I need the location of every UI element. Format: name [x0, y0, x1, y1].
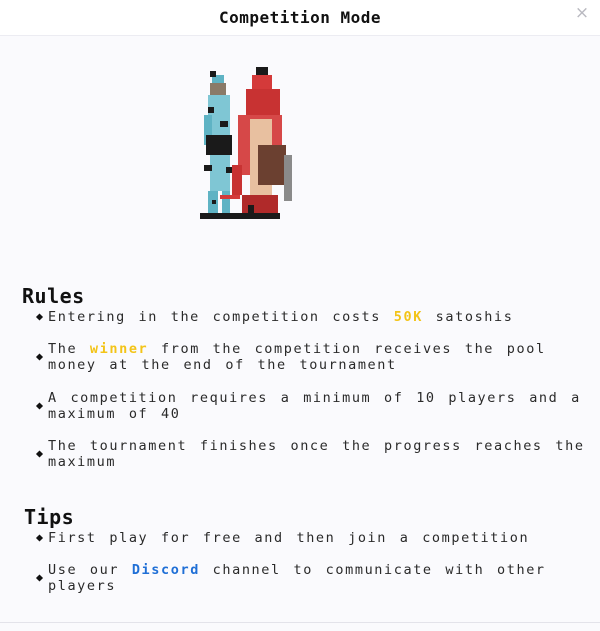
rule-text: A competition requires a minimum of 10 players and a maximum of 40	[48, 390, 581, 422]
tips-list	[36, 530, 592, 594]
modal-title: Competition Mode	[218, 8, 382, 27]
blue-character	[204, 71, 232, 213]
rules-list	[36, 309, 592, 470]
rule-text: from the competition receives the pool money at the end of the tournament	[48, 341, 546, 373]
rule-text: The	[48, 341, 90, 357]
rule-text: The tournament finishes once the progress reaches the maximum	[48, 438, 585, 470]
tip-text: channel to communicate with other players	[48, 562, 546, 594]
tips-heading: Tips	[24, 505, 75, 529]
rule-item	[36, 438, 592, 470]
ground-shadow	[200, 213, 280, 219]
divider	[0, 622, 600, 623]
diamond-bullet-icon	[36, 313, 43, 320]
cost-highlight: 50K	[393, 309, 423, 325]
diamond-bullet-icon	[36, 450, 43, 457]
tip-item	[36, 562, 592, 594]
close-icon[interactable]: ×	[574, 3, 590, 23]
tip-item	[36, 530, 592, 546]
rule-item	[36, 341, 592, 373]
rule-item	[36, 309, 592, 325]
pixel-art-characters	[190, 55, 300, 230]
rules-heading: Rules	[22, 284, 85, 308]
discord-link[interactable]: Discord	[131, 562, 200, 578]
diamond-bullet-icon	[36, 402, 43, 409]
tip-text: Use our	[48, 562, 132, 578]
diamond-bullet-icon	[36, 574, 43, 581]
diamond-bullet-icon	[36, 353, 43, 360]
tip-text: First play for free and then join a competition	[48, 530, 530, 546]
diamond-bullet-icon	[36, 534, 43, 541]
rule-text: Entering in the competition costs	[48, 309, 394, 325]
modal-header	[0, 0, 600, 36]
winner-highlight: winner	[89, 341, 149, 357]
rule-item	[36, 390, 592, 422]
rule-text: satoshis	[422, 309, 514, 325]
